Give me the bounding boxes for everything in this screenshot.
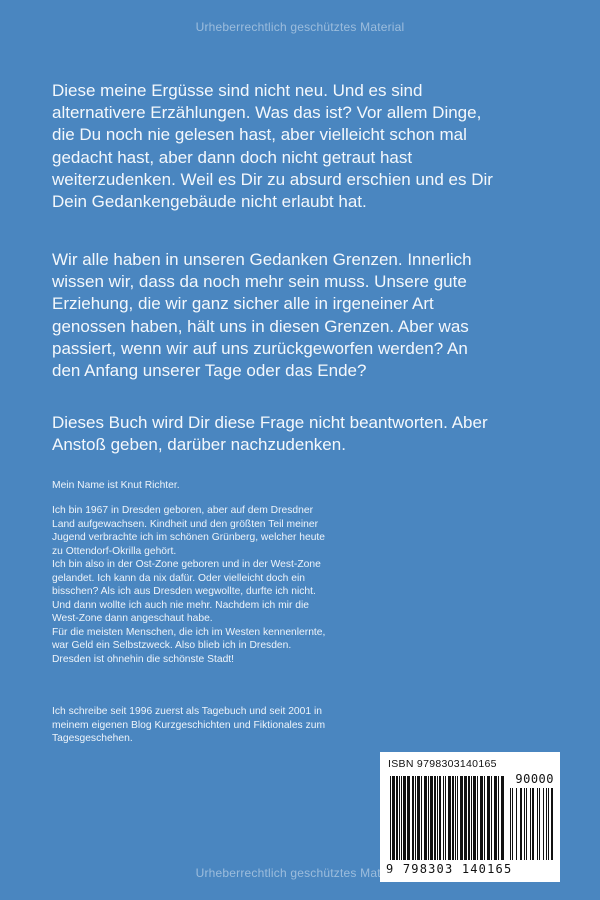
blurb-line: Anstoß geben, darüber nachzudenken. bbox=[52, 435, 346, 455]
blurb-paragraph-1 bbox=[52, 80, 572, 213]
bio-line: Tagesgeschehen. bbox=[52, 733, 133, 744]
barcode-bar bbox=[415, 776, 416, 860]
bio-line: Ich bin also in der Ost-Zone geboren und in der West-Zone bbox=[52, 559, 321, 570]
barcode-bar bbox=[471, 776, 472, 860]
barcode-bar bbox=[464, 776, 467, 860]
barcode-bar bbox=[468, 776, 470, 860]
barcode-bar bbox=[403, 776, 406, 860]
barcode-bar bbox=[480, 776, 483, 860]
barcode-bar bbox=[421, 776, 422, 860]
barcode-bar bbox=[501, 776, 504, 860]
barcode-bar bbox=[434, 776, 436, 860]
barcode-bar bbox=[484, 776, 485, 860]
barcode-addon-bar bbox=[532, 788, 534, 860]
barcode-bar bbox=[412, 776, 414, 860]
barcode-bar bbox=[407, 776, 410, 860]
watermark-bottom: Urheberrechtlich geschütztes Material bbox=[195, 866, 405, 880]
blurb-line: weiterzudenken. Weil es Dir zu absurd erschien und es Dir bbox=[52, 169, 493, 189]
blurb-line: Dieses Buch wird Dir diese Frage nicht beantworten. Aber bbox=[52, 413, 488, 432]
bio-line: meinem eigenen Blog Kurzgeschichten und Fiktionales zum bbox=[52, 719, 326, 731]
barcode-bar bbox=[430, 776, 433, 860]
barcode-addon-bar bbox=[530, 788, 531, 860]
bio-line: West-Zone dann angeschaut habe. bbox=[52, 613, 213, 624]
bio-line: Land aufgewachsen. Kindheit und den größten Teil meiner bbox=[52, 518, 318, 530]
author-name-line bbox=[52, 479, 377, 493]
barcode-bar bbox=[448, 776, 451, 860]
barcode-addon-bar bbox=[551, 788, 553, 860]
barcode-addon-bar bbox=[539, 788, 540, 860]
bio-line: zu Ottendorf-Okrilla gehört. bbox=[52, 545, 177, 557]
barcode-icon bbox=[386, 772, 554, 862]
barcode-bar bbox=[457, 776, 458, 860]
isbn-barcode-box bbox=[380, 752, 560, 882]
blurb-line: Wir alle haben in unseren Gedanken Grenzen. Innerlich bbox=[52, 250, 472, 269]
bio-line: Jugend verbrachte ich im schönen Grünberg, welcher heute bbox=[52, 532, 326, 543]
barcode-bar bbox=[473, 776, 476, 860]
isbn-label: ISBN 9798303140165 bbox=[388, 758, 497, 770]
barcode-addon-bar bbox=[537, 788, 538, 860]
barcode-addon-bar bbox=[510, 788, 511, 860]
blurb-line: genossen haben, hält uns in diesen Grenzen. Aber was bbox=[52, 316, 469, 336]
bio-line: Und dann wollte ich auch nie mehr. Nachdem ich mir die bbox=[52, 599, 309, 611]
barcode-digits: 9 798303 140165 bbox=[386, 862, 513, 876]
barcode-addon-bar bbox=[543, 788, 544, 860]
barcode-bar bbox=[498, 776, 499, 860]
blurb-paragraph-2 bbox=[52, 249, 572, 382]
blurb-line: Dein Gedankengebäude nicht erlaubt hat. bbox=[52, 192, 367, 212]
barcode-bar bbox=[428, 776, 429, 860]
barcode-bar bbox=[491, 776, 492, 860]
author-blog-paragraph bbox=[52, 705, 377, 746]
barcode-bar bbox=[399, 776, 400, 860]
barcode-bar bbox=[392, 776, 395, 860]
barcode-bar bbox=[390, 776, 391, 860]
barcode-bar bbox=[460, 776, 463, 860]
blurb-line: Erziehung, die wir ganz sicher alle in irgeneiner Art bbox=[52, 294, 434, 314]
bio-line: war Geld ein Selbstzweck. Also blieb ich in Dresden. bbox=[52, 640, 292, 651]
barcode-addon-bar bbox=[526, 788, 527, 860]
blurb-line: wissen wir, dass da noch mehr sein muss. Unsere gute bbox=[52, 272, 467, 292]
barcode-addon-bar bbox=[512, 788, 513, 860]
barcode-bar bbox=[424, 776, 427, 860]
bio-line: Ich schreibe seit 1996 zuerst als Tagebuch und seit 2001 in bbox=[52, 706, 322, 717]
blurb-paragraph-3 bbox=[52, 412, 572, 456]
barcode-bar bbox=[396, 776, 398, 860]
bio-line: Für die meisten Menschen, die ich im Westen kennenlernte, bbox=[52, 626, 326, 638]
blurb-line: alternativere Erzählungen. Was das ist? Vor allem Dinge, bbox=[52, 103, 482, 123]
blurb-line: die Du noch nie gelesen hast, aber vielleicht schon mal bbox=[52, 125, 467, 145]
barcode-bar bbox=[452, 776, 454, 860]
barcode-addon-bar bbox=[524, 788, 525, 860]
bio-line: bisschen? Als ich aus Dresden wegwollte, durfte ich nicht. bbox=[52, 586, 316, 597]
bio-line: Dresden ist ohnehin die schönste Stadt! bbox=[52, 653, 235, 665]
bio-line: gelandet. Ich kann da nix dafür. Oder vielleicht doch ein bbox=[52, 572, 306, 584]
blurb-line: gedacht hast, aber dann doch nicht getraut hast bbox=[52, 147, 413, 167]
barcode-bar bbox=[477, 776, 478, 860]
blurb-line: passiert, wenn wir auf uns zurückgeworfen werden? An bbox=[52, 338, 468, 358]
barcode-bar bbox=[445, 776, 446, 860]
barcode-bar bbox=[437, 776, 438, 860]
barcode-bar bbox=[443, 776, 444, 860]
barcode-bar bbox=[401, 776, 402, 860]
watermark-top: Urheberrechtlich geschütztes Material bbox=[195, 20, 405, 34]
blurb-line: den Anfang unserer Tage oder das Ende? bbox=[52, 361, 367, 381]
barcode-bar bbox=[494, 776, 497, 860]
bio-line: Mein Name ist Knut Richter. bbox=[52, 480, 180, 491]
price-code: 90000 bbox=[515, 772, 554, 786]
barcode-bar bbox=[487, 776, 490, 860]
barcode-bar bbox=[455, 776, 456, 860]
barcode-addon-bar bbox=[548, 788, 549, 860]
barcode-addon-bar bbox=[546, 788, 547, 860]
bio-line: Ich bin 1967 in Dresden geboren, aber auf dem Dresdner bbox=[52, 505, 314, 516]
barcode-bar bbox=[417, 776, 420, 860]
barcode-bar bbox=[439, 776, 441, 860]
blurb-line: Diese meine Ergüsse sind nicht neu. Und es sind bbox=[52, 81, 423, 100]
author-bio-paragraph bbox=[52, 504, 377, 666]
barcode-addon-bar bbox=[520, 788, 522, 860]
barcode-addon-bar bbox=[516, 788, 517, 860]
